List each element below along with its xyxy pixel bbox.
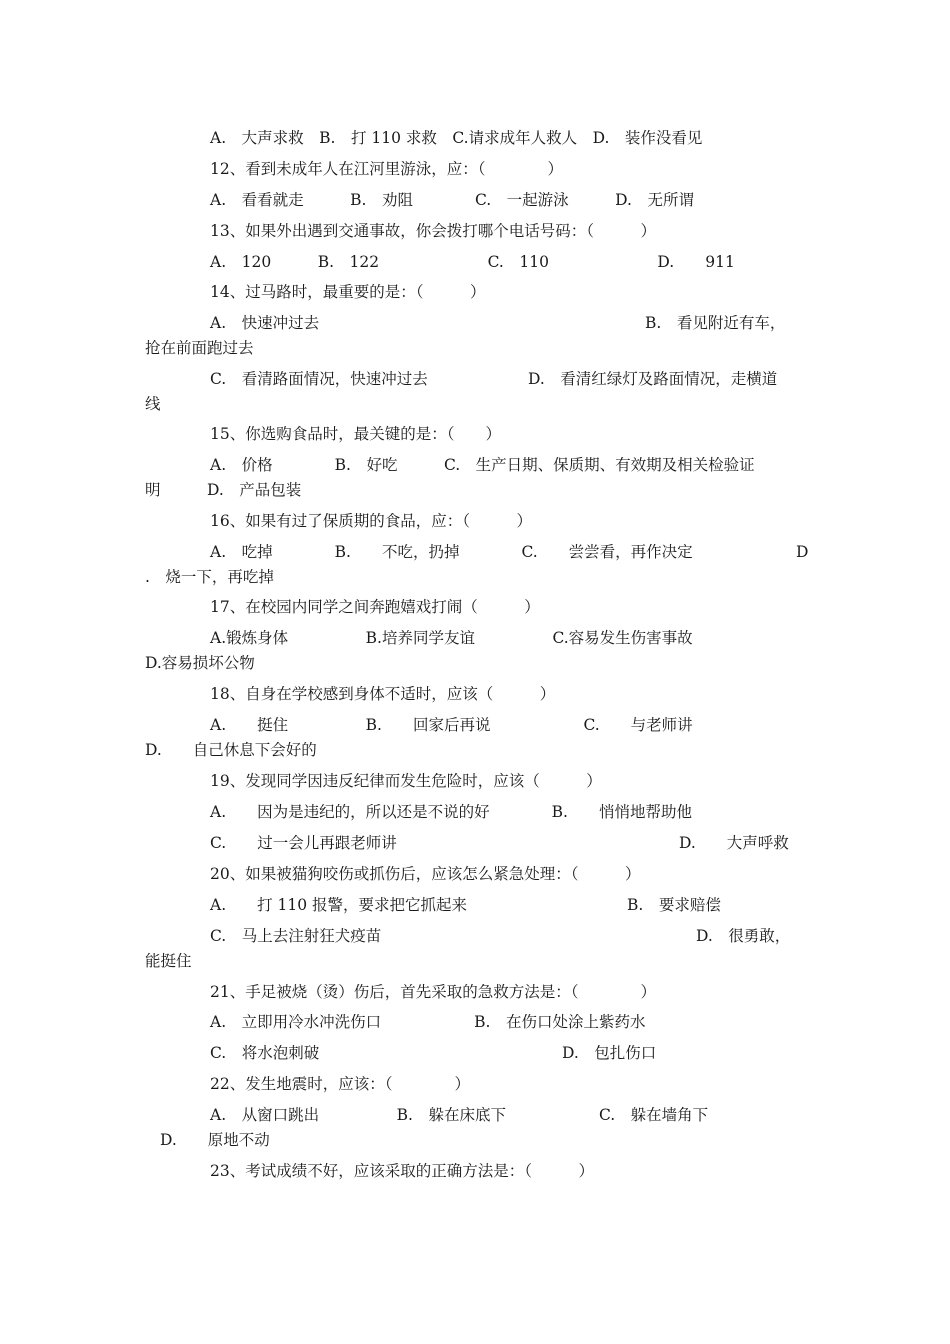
q15-options: A. 价格 B. 好吃 C. 生产日期、保质期、有效期及相关检验证 [210, 456, 755, 474]
q14-option-b: B. 看见附近有车， [645, 314, 786, 332]
q14-question: 14、过马路时，最重要的是：（ ） [210, 283, 486, 301]
q12-question: 12、看到未成年人在江河里游泳，应：（ ） [210, 160, 563, 178]
q20-question: 20、如果被猫狗咬伤或抓伤后，应该怎么紧急处理：（ ） [210, 865, 641, 883]
q18-options: A. 挺住 B. 回家后再说 C. 与老师讲 [210, 716, 693, 734]
q22-question: 22、发生地震时，应该：（ ） [210, 1075, 470, 1093]
q22-options: A. 从窗口跳出 B. 躲在床底下 C. 躲在墙角下 [210, 1106, 709, 1124]
q23-question: 23、考试成绩不好，应该采取的正确方法是：（ ） [210, 1162, 594, 1180]
q20-option-c: C. 马上去注射狂犬疫苗 [210, 927, 382, 945]
q15-options-cont: 明 D. 产品包装 [145, 481, 302, 499]
q16-options: A. 吃掉 B. 不吃，扔掉 C. 尝尝看，再作决定 [210, 543, 693, 561]
q12-options: A. 看看就走 B. 劝阻 C. 一起游泳 D. 无所谓 [210, 191, 694, 209]
q20-option-d-cont: 能挺住 [145, 952, 192, 970]
q19-option-c: C. 过一会儿再跟老师讲 [210, 834, 397, 852]
q16-option-d: . 烧一下，再吃掉 [145, 568, 274, 586]
q19-question: 19、发现同学因违反纪律而发生危险时，应该（ ） [210, 772, 602, 790]
q20-option-d: D. 很勇敢， [696, 927, 791, 945]
q14-option-b-cont: 抢在前面跑过去 [145, 339, 254, 357]
q13-options: A. 120 B. 122 C. 110 D. 911 [210, 253, 735, 271]
q11-options: A. 大声求救 B. 打 110 求救 C.请求成年人救人 D. 装作没看见 [210, 129, 703, 147]
q22-option-d: D. 原地不动 [160, 1131, 270, 1149]
q18-option-d: D. 自己休息下会好的 [145, 741, 317, 759]
q15-question: 15、你选购食品时，最关键的是：（ ） [210, 425, 501, 443]
q14-option-a: A. 快速冲过去 [210, 314, 320, 332]
q17-options: A.锻炼身体 B.培养同学友谊 C.容易发生伤害事故 [210, 629, 693, 647]
q21-option-c: C. 将水泡刺破 [210, 1044, 320, 1062]
q14-option-d-cont: 线 [145, 395, 161, 413]
q16-option-d-letter: D [796, 543, 809, 561]
q17-question: 17、在校园内同学之间奔跑嬉戏打闹（ ） [210, 598, 540, 616]
q20-option-b: B. 要求赔偿 [627, 896, 721, 914]
q21-question: 21、手足被烧（烫）伤后，首先采取的急救方法是：（ ） [210, 983, 656, 1001]
q19-options-ab: A. 因为是违纪的，所以还是不说的好 B. 悄悄地帮助他 [210, 803, 692, 821]
q17-option-d: D.容易损坏公物 [145, 654, 255, 672]
q19-option-d: D. 大声呼救 [679, 834, 789, 852]
q14-option-d: D. 看清红绿灯及路面情况，走横道 [528, 370, 778, 388]
q18-question: 18、自身在学校感到身体不适时，应该（ ） [210, 685, 556, 703]
q21-options-ab: A. 立即用冷水冲洗伤口 B. 在伤口处涂上紫药水 [210, 1013, 646, 1031]
q20-option-a: A. 打 110 报警，要求把它抓起来 [210, 896, 468, 914]
q16-question: 16、如果有过了保质期的食品，应：（ ） [210, 512, 532, 530]
q14-option-c: C. 看清路面情况，快速冲过去 [210, 370, 428, 388]
q21-option-d: D. 包扎伤口 [562, 1044, 657, 1062]
q13-question: 13、如果外出遇到交通事故，你会拨打哪个电话号码：（ ） [210, 222, 656, 240]
